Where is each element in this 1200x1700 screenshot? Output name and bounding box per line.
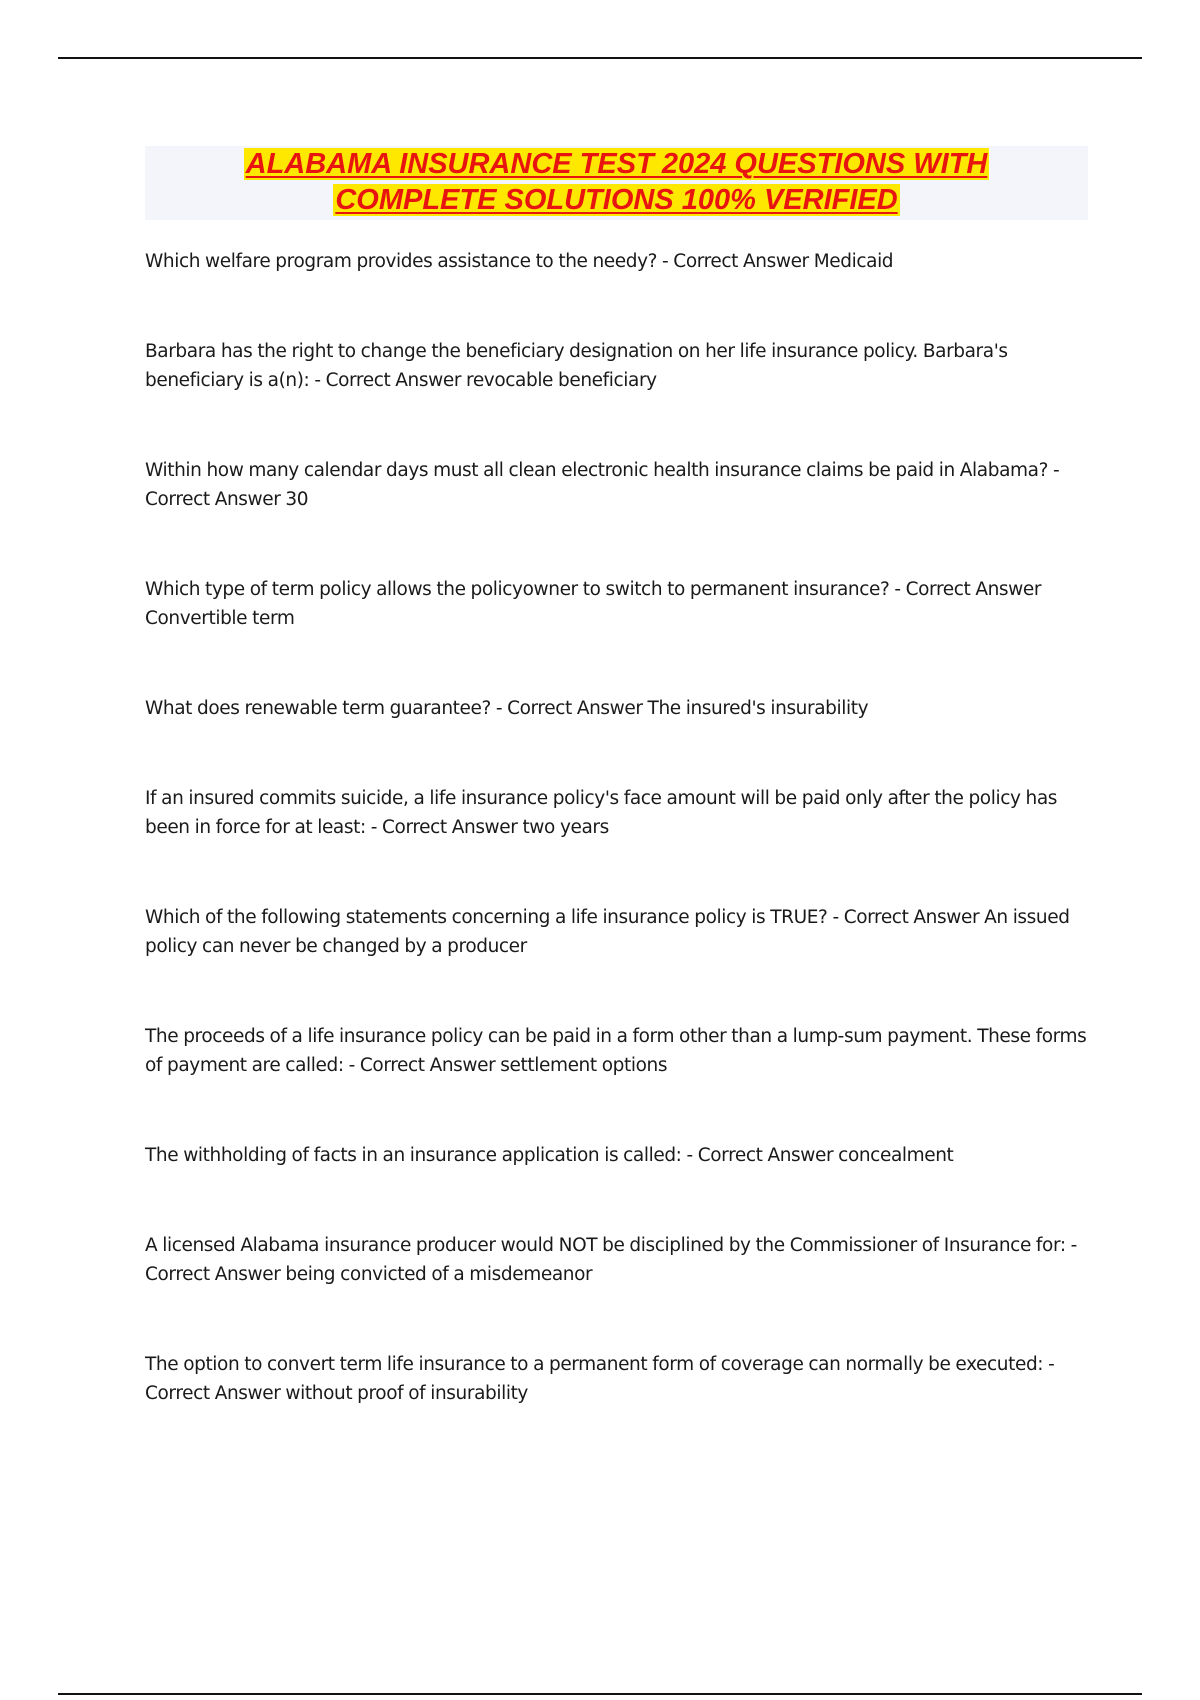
qa-list [145,247,1090,1408]
bottom-rule [58,1693,1142,1695]
qa-item: Within how many calendar days must all clean electronic health insurance claims be paid in Alabama? - Correct Answer 30 [145,460,1060,510]
qa-item: Which welfare program provides assistance to the needy? - Correct Answer Medicaid [145,251,894,272]
title-line-1: ALABAMA INSURANCE TEST 2024 QUESTIONS WITH [245,148,988,180]
qa-item: Which of the following statements concerning a life insurance policy is TRUE? - Correct Answer An issued policy can never be changed by a producer [145,907,1070,957]
qa-item: The proceeds of a life insurance policy can be paid in a form other than a lump-sum payment. These forms of payment are called: - Correct Answer settlement options [145,1026,1087,1076]
document-title [145,146,1088,220]
qa-item: The withholding of facts in an insurance application is called: - Correct Answer concealment [145,1145,954,1166]
qa-item: Which type of term policy allows the policyowner to switch to permanent insurance? - Correct Answer Convertible term [145,579,1042,629]
qa-item: What does renewable term guarantee? - Correct Answer The insured's insurability [145,698,869,719]
top-rule [58,57,1142,59]
title-line-2: COMPLETE SOLUTIONS 100% VERIFIED [335,184,898,216]
qa-item: The option to convert term life insurance to a permanent form of coverage can normally be executed: - Correct Answer without proof of insurability [145,1354,1055,1404]
qa-item: A licensed Alabama insurance producer would NOT be disciplined by the Commissioner of Insurance for: - Correct Answer being convicted of a misdemeanor [145,1235,1077,1285]
qa-item: Barbara has the right to change the beneficiary designation on her life insurance policy. Barbara's beneficiary is a(n): - Correct Answer revocable beneficiary [145,341,1008,391]
qa-item: If an insured commits suicide, a life insurance policy's face amount will be paid only after the policy has been in force for at least: - Correct Answer two years [145,788,1058,838]
